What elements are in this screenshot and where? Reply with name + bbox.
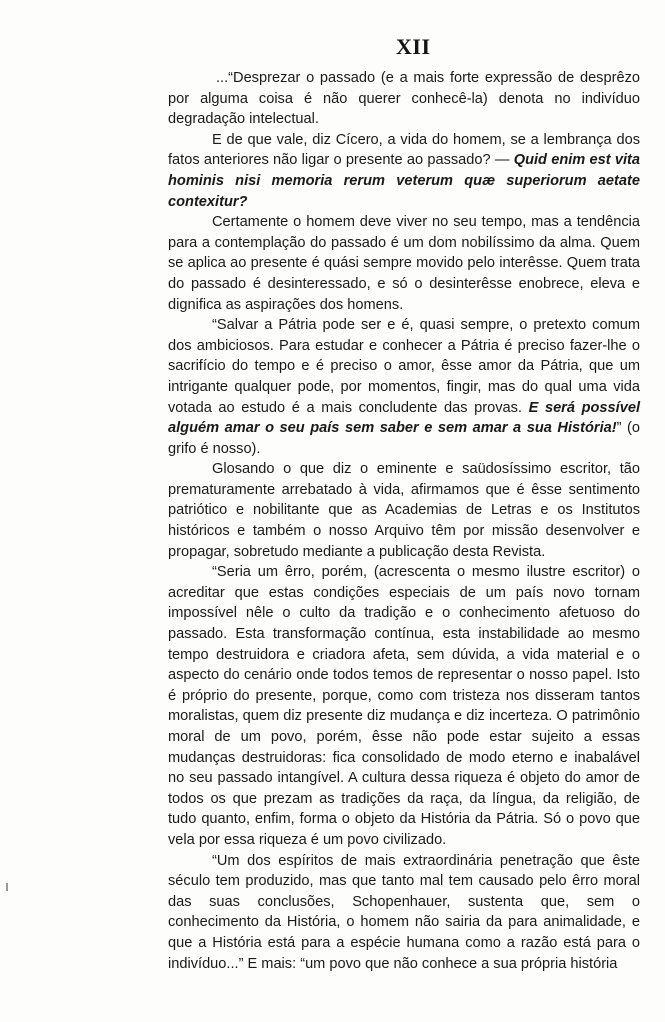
paragraph-1-text: ...“Desprezar o passado (e a mais forte expressão de desprêzo por alguma coisa é não querer conhecê-la) denota no indivíduo degradação intelectual. [168, 70, 640, 128]
paragraph-4 [168, 315, 640, 459]
paragraph-3 [168, 212, 640, 315]
paragraph-2 [168, 130, 640, 212]
paragraph-7 [168, 851, 640, 975]
paragraph-2-text: E de que vale, diz Cícero, a vida do homem, se a lembrança dos fatos anteriores não ligar o presente ao passado? — [168, 131, 640, 169]
paragraph-6-text: “Seria um êrro, porém, (acrescenta o mesmo ilustre escritor) o acreditar que estas condições especiais de um país novo tornam impossível nêle o culto da tradição e o conhecimento afetuoso do passado. Esta transformação contínua, esta instabilidade ao mesmo tempo destruidora e criadora afeta, sem dúvida, a vida material e o aspecto do cenário onde todos temos de representar o nosso papel. Isto é próprio do presente, porque, como com tristeza nos disseram tantos moralistas, quem diz presente diz mudança e diz incerteza. O patrimônio moral de um povo, porém, êsse não pode estar sujeito a essas mudanças destruidoras: fica consolidado de modo eterno e inabalável no seu passado intangível. A cultura dessa riqueza é objeto do amor de todos os que prezam as tradições da raça, da língua, da religião, de tudo quanto, enfim, forma o objeto da História da Pátria. Só o povo que vela por essa riqueza é um povo civilizado. [168, 564, 640, 848]
paragraph-2-latin-quote: Quid enim est vita hominis nisi memoria rerum veterum quæ superiorum aetate contexitur? [168, 152, 640, 210]
paragraph-1 [168, 68, 640, 130]
page-number: XII [396, 34, 431, 59]
paragraph-6 [168, 562, 640, 850]
paragraph-4-emphasis: E será possível alguém amar o seu país sem saber e sem amar a sua História! [168, 399, 640, 437]
paragraph-5 [168, 459, 640, 562]
body-text [168, 68, 640, 974]
paragraph-5-text: Glosando o que diz o eminente e saüdosíssimo escritor, tão prematuramente arrebatado à vida, afirmamos que é êsse sentimento patriótico e nobilitante que as Academias de Letras e os Institutos históricos e também o nosso Arquivo têm por missão desenvolver e propagar, sobretudo mediante a publicação desta Revista. [168, 461, 640, 560]
paragraph-4-tail: ” (o grifo é nosso). [168, 420, 640, 457]
paragraph-3-text: Certamente o homem deve viver no seu tempo, mas a tendência para a contemplação do passado é um dom nobilíssimo da alma. Quem se aplica ao presente é quási sempre movido pelo interêsse. Quem trata do passado é desinteressado, e só o desinterêsse enobrece, eleva e dignifica as aspirações dos homens. [168, 214, 640, 313]
margin-mark [6, 883, 8, 891]
paragraph-7-text: “Um dos espíritos de mais extraordinária penetração que êste século tem produzido, mas que tanto mal tem causado pelo êrro moral das suas conclusões, Schopenhauer, sustenta que, sem o conhecimento da História, o homem não sairia da para animalidade, e que a História está para a espécie humana como a razão está para o indivíduo...” E mais: “um povo que não conhece a sua própria história [168, 852, 640, 972]
paragraph-4-text: “Salvar a Pátria pode ser e é, quasi sempre, o pretexto comum dos ambiciosos. Para estudar e conhecer a Pátria é preciso fazer-lhe o sacrifício do tempo e é preciso o amor, êsse amor da Pátria, que um intrigante qualquer pode, por momentos, fingir, mas do qual uma vida votada ao estudo é a mais concludente das provas. [168, 317, 640, 416]
